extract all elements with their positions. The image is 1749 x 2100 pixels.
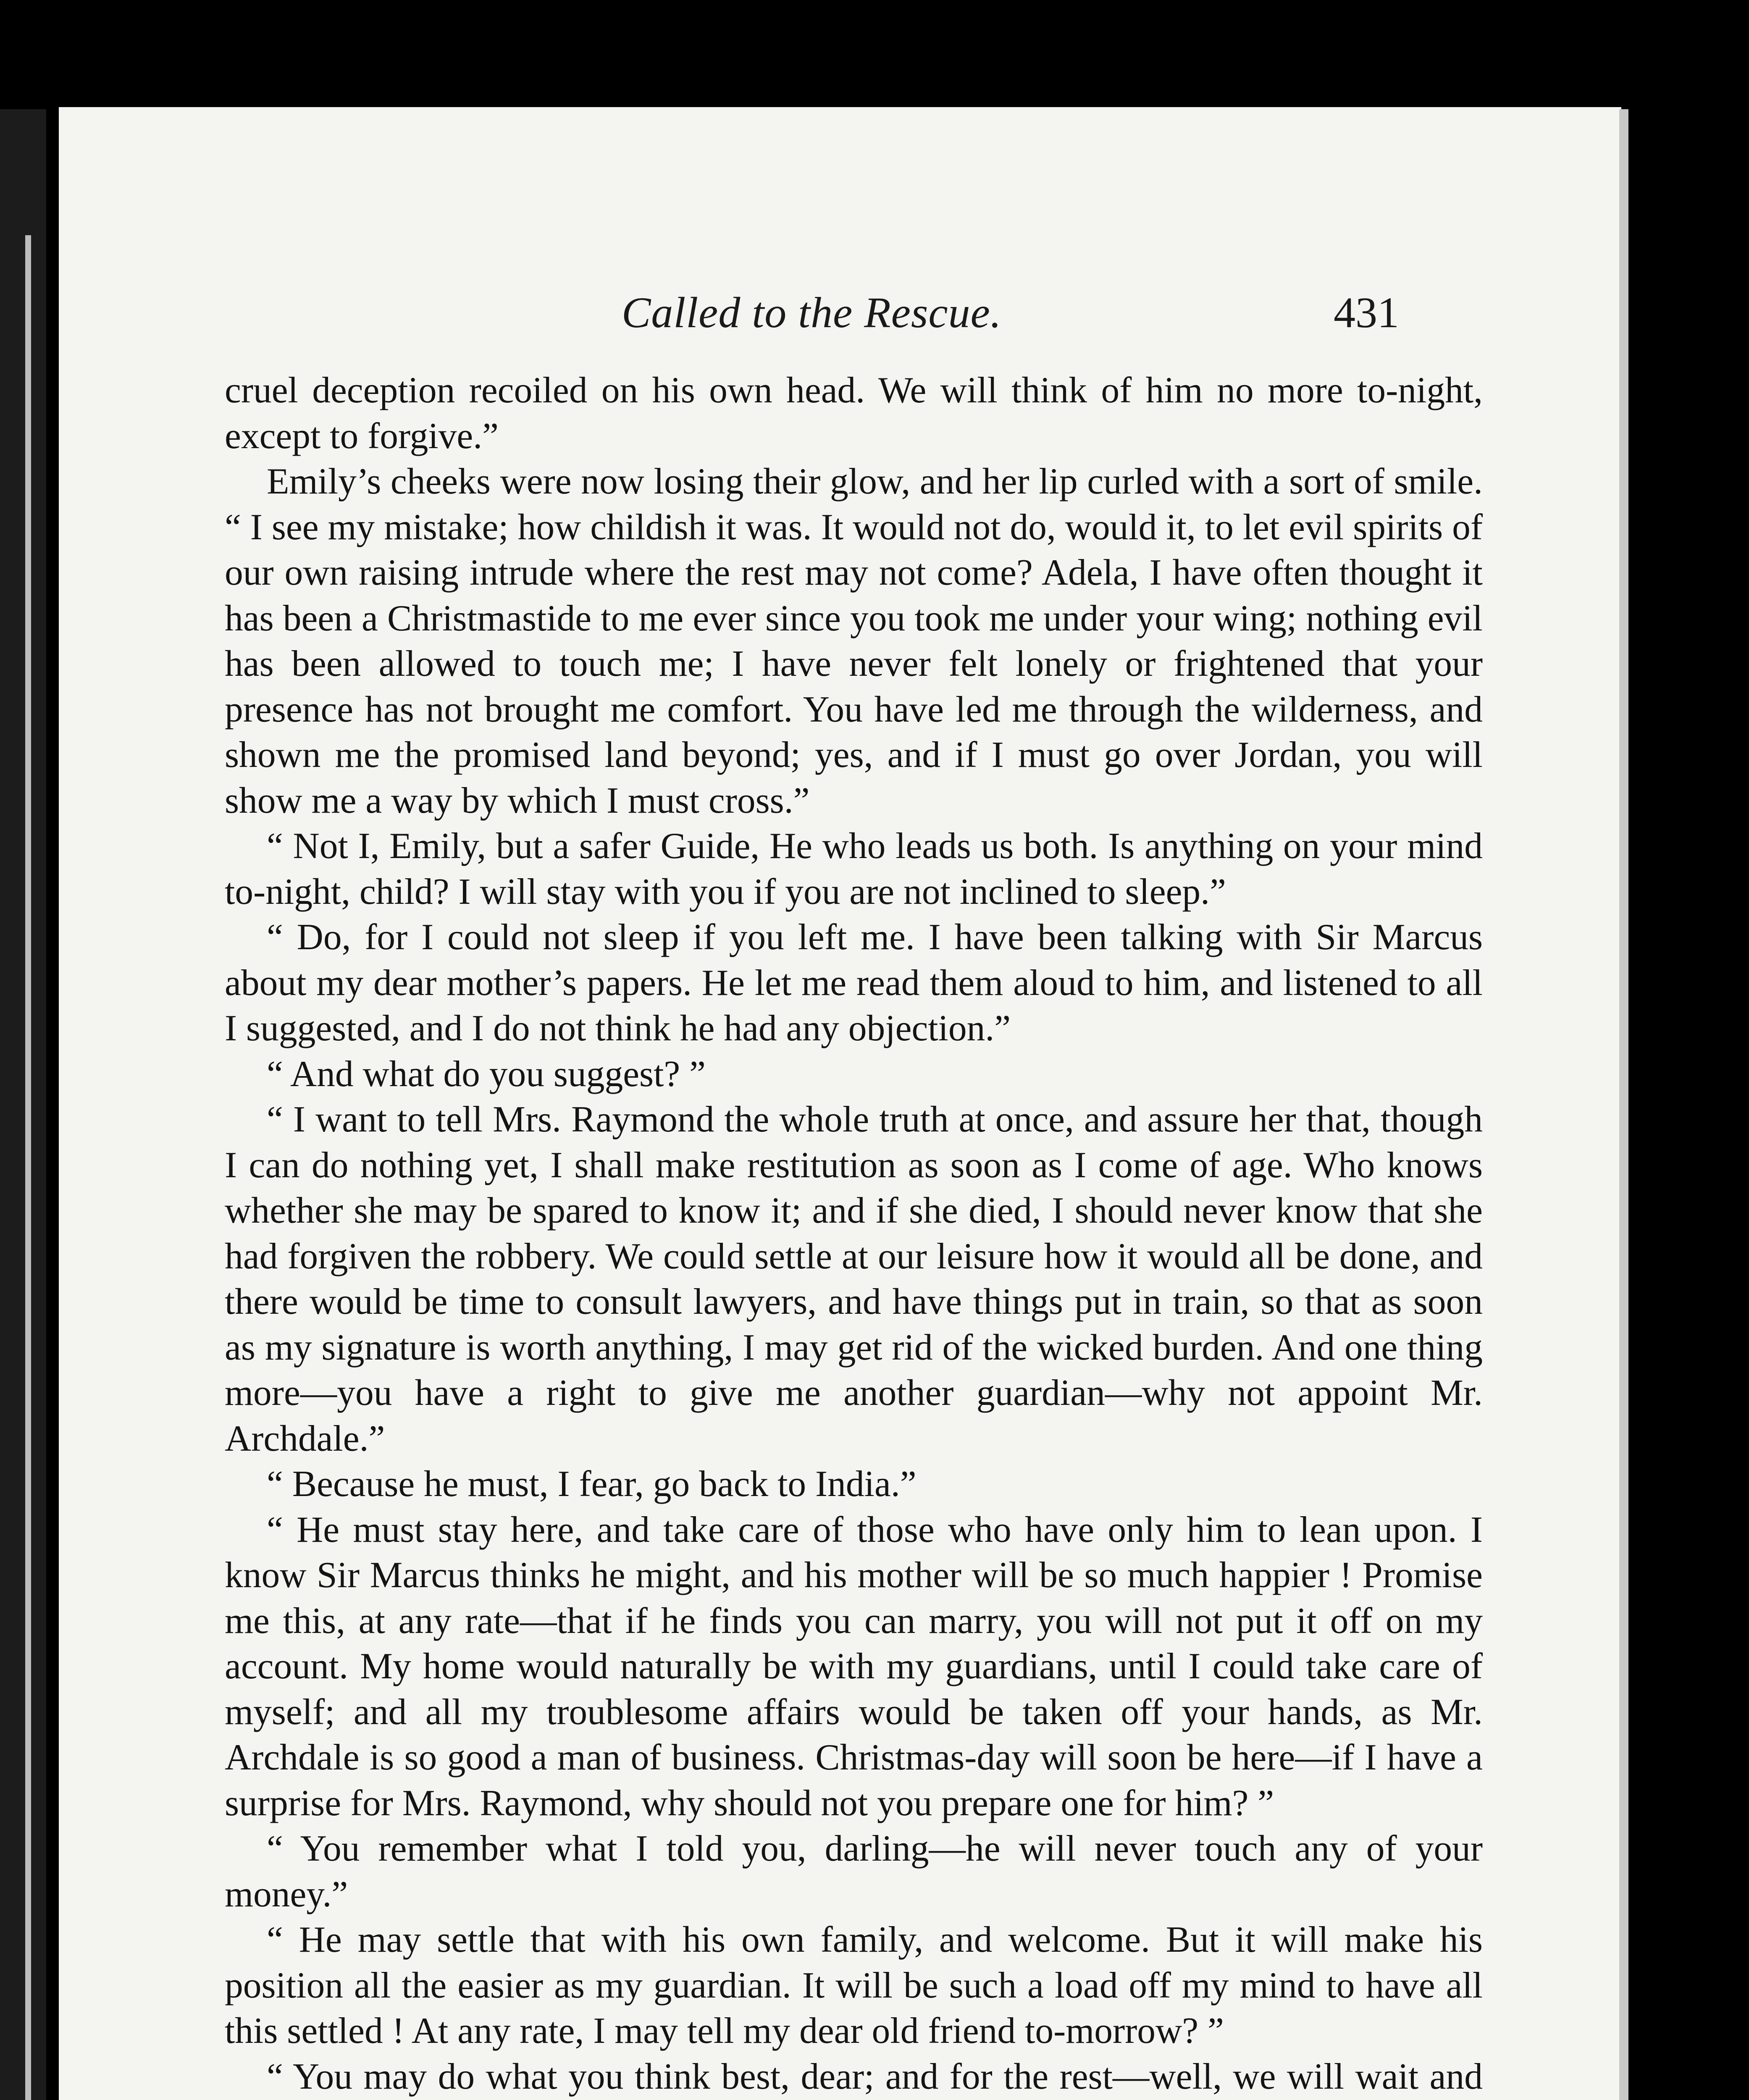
paragraph: Emily’s cheeks were now losing their glow, and her lip curled with a sort of smile. “ I see my mistake; how childish it was. It would not do, would it, to let evil spirits of our own raising intrude where the rest may not come? Adela, I have often thought it has been a Christmastide to me ever since you took me under your wing; nothing evil has been allowed to touch me; I have never felt lonely or frightened that your presence has not brought me comfort. You have led me through the wilderness, and shown me the promised land beyond; yes, and if I must go over Jordan, you will show me a way by which I must cross.” [225, 461, 1483, 821]
page-number: 431 [1334, 289, 1399, 337]
paragraph: “ Because he must, I fear, go back to India.” [267, 1463, 917, 1504]
running-title: Called to the Rescue. [622, 289, 1002, 337]
facing-page-edge [0, 109, 46, 2100]
paragraph: “ He may settle that with his own family, and welcome. But it will make his position all the easier as my guardian. It will be such a load off my mind to have all this settled ! At any rate, I may tell my dear old friend to-morrow? ” [225, 1919, 1483, 2051]
paragraph: “ Do, for I could not sleep if you left me. I have been talking with Sir Marcus about my dear mother’s papers. He let me read them aloud to him, and listened to all I suggested, and I do not think he had any objection.” [225, 916, 1483, 1048]
paragraph: “ You remember what I told you, darling—he will never touch any of your money.” [225, 1828, 1483, 1914]
paragraph: “ And what do you suggest? ” [267, 1053, 706, 1094]
paragraph: “ I want to tell Mrs. Raymond the whole truth at once, and assure her that, though I can do nothing yet, I shall make restitution as soon as I come of age. Who knows whether she may be spared to know it; and if she died, I should never know that she had forgiven the robbery. We could settle at our leisure how it would all be done, and there would be time to consult lawyers, and have things put in train, so that as soon as my signature is worth anything, I may get rid of the wicked burden. And one thing more—you have a right to give me another guardian—why not appoint Mr. Archdale.” [225, 1099, 1483, 1459]
book-page [59, 107, 1621, 2100]
paragraph: “ He must stay here, and take care of those who have only him to lean upon. I know Sir Marcus thinks he might, and his mother will be so much happier ! Promise me this, at any rate—that if he finds you can marry, you will not put it off on my account. My home would naturally be with my guardians, until I could take care of myself; and all my troublesome affairs would be taken off your hands, as Mr. Archdale is so good a man of business. Christmas-day will soon be here—if I have a surprise for Mrs. Raymond, why should not you prepare one for him? ” [225, 1509, 1483, 1823]
paragraph: “ You may do what you think best, dear; and for the rest—well, we will wait and [267, 2055, 1483, 2097]
page-body [225, 368, 1483, 2100]
page-header [59, 288, 1621, 372]
page-right-edge [1619, 109, 1628, 2100]
paragraph: “ Not I, Emily, but a safer Guide, He who leads us both. Is anything on your mind to-night, child? I will stay with you if you are not inclined to sleep.” [225, 825, 1483, 912]
facing-page-line [25, 235, 31, 2100]
paragraph: cruel deception recoiled on his own head. We will think of him no more to-night, except to forgive.” [225, 370, 1483, 456]
